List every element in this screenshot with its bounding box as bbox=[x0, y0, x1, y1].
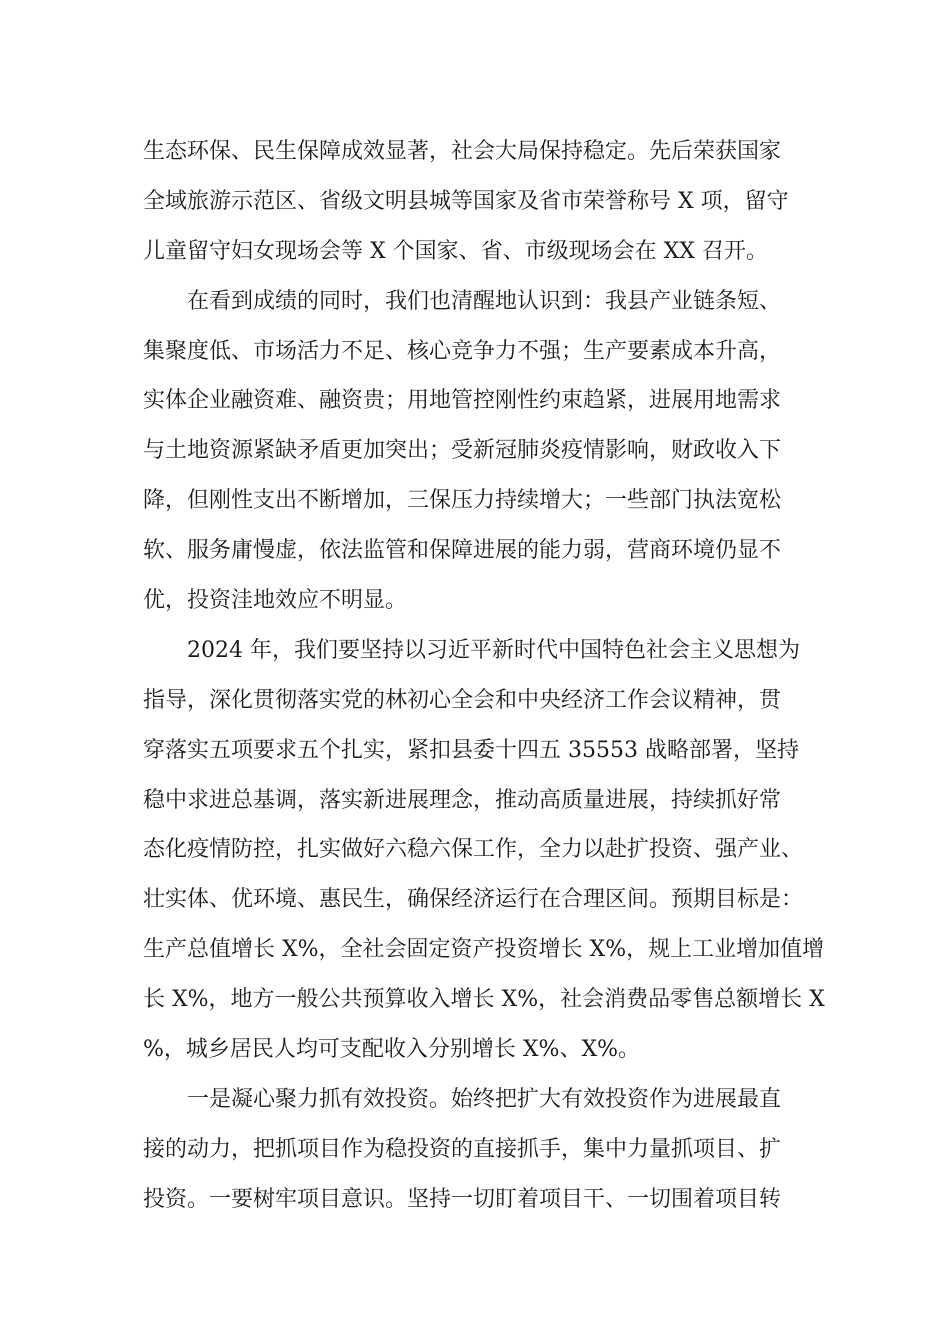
text-line: 优，投资洼地效应不明显。 bbox=[143, 588, 408, 614]
text-line: 儿童留守妇女现场会等 X 个国家、省、市级现场会在 XX 召开。 bbox=[143, 238, 768, 264]
text-line: 指导，深化贯彻落实党的林初心全会和中央经济工作会议精神，贯 bbox=[143, 687, 782, 713]
text-line: 与土地资源紧缺矛盾更加突出；受新冠肺炎疫情影响，财政收入下 bbox=[143, 438, 782, 464]
text-line: 稳中求进总基调，落实新进展理念，推动高质量进展，持续抓好常 bbox=[143, 787, 782, 813]
text-line: 在看到成绩的同时，我们也清醒地认识到：我县产业链条短、 bbox=[143, 288, 782, 314]
text-line: 集聚度低、市场活力不足、核心竞争力不强；生产要素成本升高， bbox=[143, 338, 782, 364]
text-line: 投资。一要树牢项目意识。坚持一切盯着项目干、一切围着项目转 bbox=[143, 1186, 782, 1212]
text-line: %，城乡居民人均可支配收入分别增长 X%、X%。 bbox=[143, 1037, 641, 1063]
text-line: 态化疫情防控，扎实做好六稳六保工作，全力以赴扩投资、强产业、 bbox=[143, 837, 804, 863]
text-line: 降，但刚性支出不断增加，三保压力持续增大；一些部门执法宽松 bbox=[143, 488, 782, 514]
text-line: 全域旅游示范区、省级文明县城等国家及省市荣誉称号 X 项，留守 bbox=[143, 188, 789, 214]
text-line: 实体企业融资难、融资贵；用地管控刚性约束趋紧，进展用地需求 bbox=[143, 388, 782, 414]
text-line: 接的动力，把抓项目作为稳投资的直接抓手，集中力量抓项目、扩 bbox=[143, 1136, 782, 1162]
text-line: 穿落实五项要求五个扎实，紧扣县委十四五 35553 战略部署，坚持 bbox=[143, 737, 799, 763]
text-line: 长 X%，地方一般公共预算收入增长 X%，社会消费品零售总额增长 X bbox=[143, 987, 825, 1013]
text-line: 2024 年，我们要坚持以习近平新时代中国特色社会主义思想为 bbox=[143, 637, 800, 663]
text-line: 生产总值增长 X%，全社会固定资产投资增长 X%，规上工业增加值增 bbox=[143, 937, 825, 963]
text-line: 生态环保、民生保障成效显著，社会大局保持稳定。先后荣获国家 bbox=[143, 139, 782, 164]
text-line: 一是凝心聚力抓有效投资。始终把扩大有效投资作为进展最直 bbox=[143, 1086, 782, 1112]
text-line: 软、服务庸慢虚，依法监管和保障进展的能力弱，营商环境仍显不 bbox=[143, 538, 782, 564]
text-line: 壮实体、优环境、惠民生，确保经济运行在合理区间。预期目标是： bbox=[143, 887, 804, 913]
document-body bbox=[143, 127, 825, 1225]
